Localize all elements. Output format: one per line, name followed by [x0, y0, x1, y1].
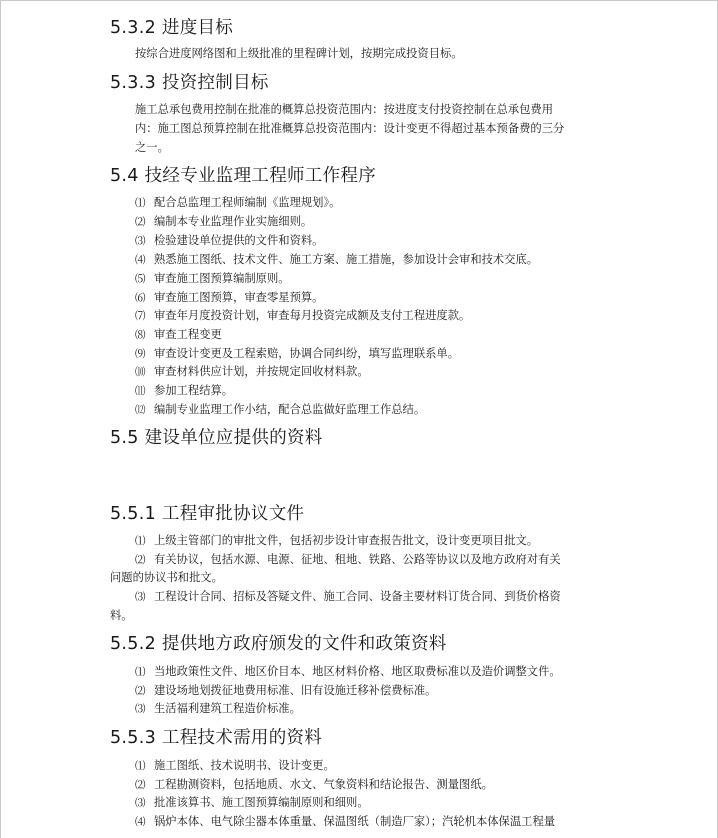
list-text: 审查年月度投资计划，审查每月投资完成额及支付工程进度款。	[154, 309, 471, 322]
list-number: ⑻	[135, 329, 146, 341]
list-text: 审查工程变更	[154, 328, 222, 341]
list-text: 建设场地划拨征地费用标准、旧有设施迁移补偿费标准。	[154, 684, 437, 697]
list-text: 工程设计合同、招标及答疑文件、施工合同、设备主要材料订货合同、到货价格资	[154, 590, 561, 603]
list-item	[135, 683, 436, 699]
list-text: 上级主管部门的审批文件，包括初步设计审查报告批文，设计变更项目批文。	[154, 534, 539, 547]
list-number: ⑵	[135, 216, 146, 228]
list-text: 审查材料供应计划，并按规定回收材料款。	[154, 365, 369, 378]
list-number: ⑺	[135, 310, 146, 322]
heading-5-5-3: 5.5.3 工程技术需用的资料	[110, 728, 323, 748]
list-item	[135, 814, 555, 830]
list-number: ⑵	[135, 554, 146, 566]
list-item	[135, 271, 290, 287]
paragraph-line: 施工总承包费用控制在批准的概算总投资范围内：按进度支付投资控制在总承包费用	[135, 103, 553, 116]
heading-5-5-2: 5.5.2 提供地方政府颁发的文件和政策资料	[110, 634, 447, 654]
list-number: ⑾	[135, 385, 146, 397]
list-number: ⑷	[135, 816, 146, 828]
heading-5-5: 5.5 建设单位应提供的资料	[110, 428, 323, 448]
list-text: 批准该算书、施工图预算编制原则和细则。	[154, 796, 369, 809]
list-number: ⑴	[135, 535, 146, 547]
list-item	[135, 214, 312, 230]
list-item	[135, 383, 233, 399]
frame-line-top	[0, 0, 718, 1]
list-item	[135, 777, 493, 793]
list-text: 施工图纸、技术说明书、设计变更。	[154, 759, 335, 772]
list-number: ⑹	[135, 292, 146, 304]
frame-line-left	[0, 0, 1, 838]
heading-5-3-2: 5.3.2 进度目标	[110, 18, 234, 38]
list-text: 配合总监理工程师编制《监理规划》。	[154, 196, 341, 209]
list-number: ⑶	[135, 797, 146, 809]
list-number: ⑵	[135, 779, 146, 791]
list-text: 锅炉本体、电气除尘器本体重量、保温图纸（制造厂家）；汽轮机本体保温工程量	[154, 815, 556, 828]
list-number: ⑶	[135, 235, 146, 247]
heading-5-3-3: 5.3.3 投资控制目标	[110, 73, 269, 93]
list-number: ⑴	[135, 666, 146, 678]
list-item	[135, 346, 459, 362]
list-text: 编制专业监理工作小结，配合总监做好监理工作总结。	[154, 403, 426, 416]
list-item	[135, 758, 335, 774]
heading-5-5-1: 5.5.1 工程审批协议文件	[110, 504, 305, 524]
list-item	[135, 533, 538, 549]
list-number: ⑼	[135, 348, 146, 360]
list-item	[135, 552, 561, 568]
list-text: 检验建设单位提供的文件和资料。	[154, 234, 324, 247]
list-item	[135, 402, 425, 418]
list-text: 有关协议，包括水源、电源、征地、租地、铁路、公路等协议以及地方政府对有关	[154, 553, 561, 566]
heading-5-4: 5.4 技经专业监理工程师工作程序	[110, 166, 376, 186]
paragraph-line: 内：施工图总预算控制在批准概算总投资范围内：设计变更不得超过基本预备费的三分	[135, 122, 565, 135]
list-item	[135, 364, 369, 380]
list-text: 参加工程结算。	[154, 384, 234, 397]
list-text: 当地政策性文件、地区价目本、地区材料价格、地区取费标准以及造价调整文件。	[154, 665, 561, 678]
list-text: 编制本专业监理作业实施细则。	[154, 215, 313, 228]
list-number: ⑴	[135, 760, 146, 772]
list-number: ⑶	[135, 591, 146, 603]
list-number: ⑽	[135, 366, 146, 378]
list-number: ⑶	[135, 703, 146, 715]
list-text: 审查施工图预算编制原则。	[154, 272, 290, 285]
list-number: ⑸	[135, 273, 146, 285]
list-number: ⑷	[135, 254, 146, 266]
list-item	[135, 195, 340, 211]
list-number: ⑵	[135, 685, 146, 697]
list-item	[135, 233, 323, 249]
paragraph-line: 之一。	[135, 141, 169, 154]
list-item	[135, 290, 323, 306]
list-text: 熟悉施工图纸、技术文件、施工方案、施工措施，参加设计会审和技术交底。	[154, 253, 539, 266]
list-text: 生活福利建筑工程造价标准。	[154, 702, 301, 715]
list-item	[135, 327, 222, 343]
list-item	[135, 701, 301, 717]
list-item	[135, 664, 561, 680]
list-text: 工程勘测资料，包括地质、水文、气象资料和结论报告、测量图纸。	[154, 778, 493, 791]
list-text: 审查施工图预算，审查零星预算。	[154, 291, 324, 304]
paragraph-progress-goal: 按综合进度网络图和上级批准的里程碑计划，按期完成投资目标。	[135, 47, 463, 60]
list-number: ⑿	[135, 404, 146, 416]
list-item	[135, 308, 470, 324]
list-item-continuation: 料。	[110, 609, 133, 622]
list-text: 审查设计变更及工程索赔，协调合同纠纷，填写监理联系单。	[154, 347, 460, 360]
list-item	[135, 589, 561, 605]
list-item-continuation: 问题的协议书和批文。	[110, 571, 223, 584]
list-number: ⑴	[135, 197, 146, 209]
list-item	[135, 252, 538, 268]
list-item	[135, 795, 369, 811]
